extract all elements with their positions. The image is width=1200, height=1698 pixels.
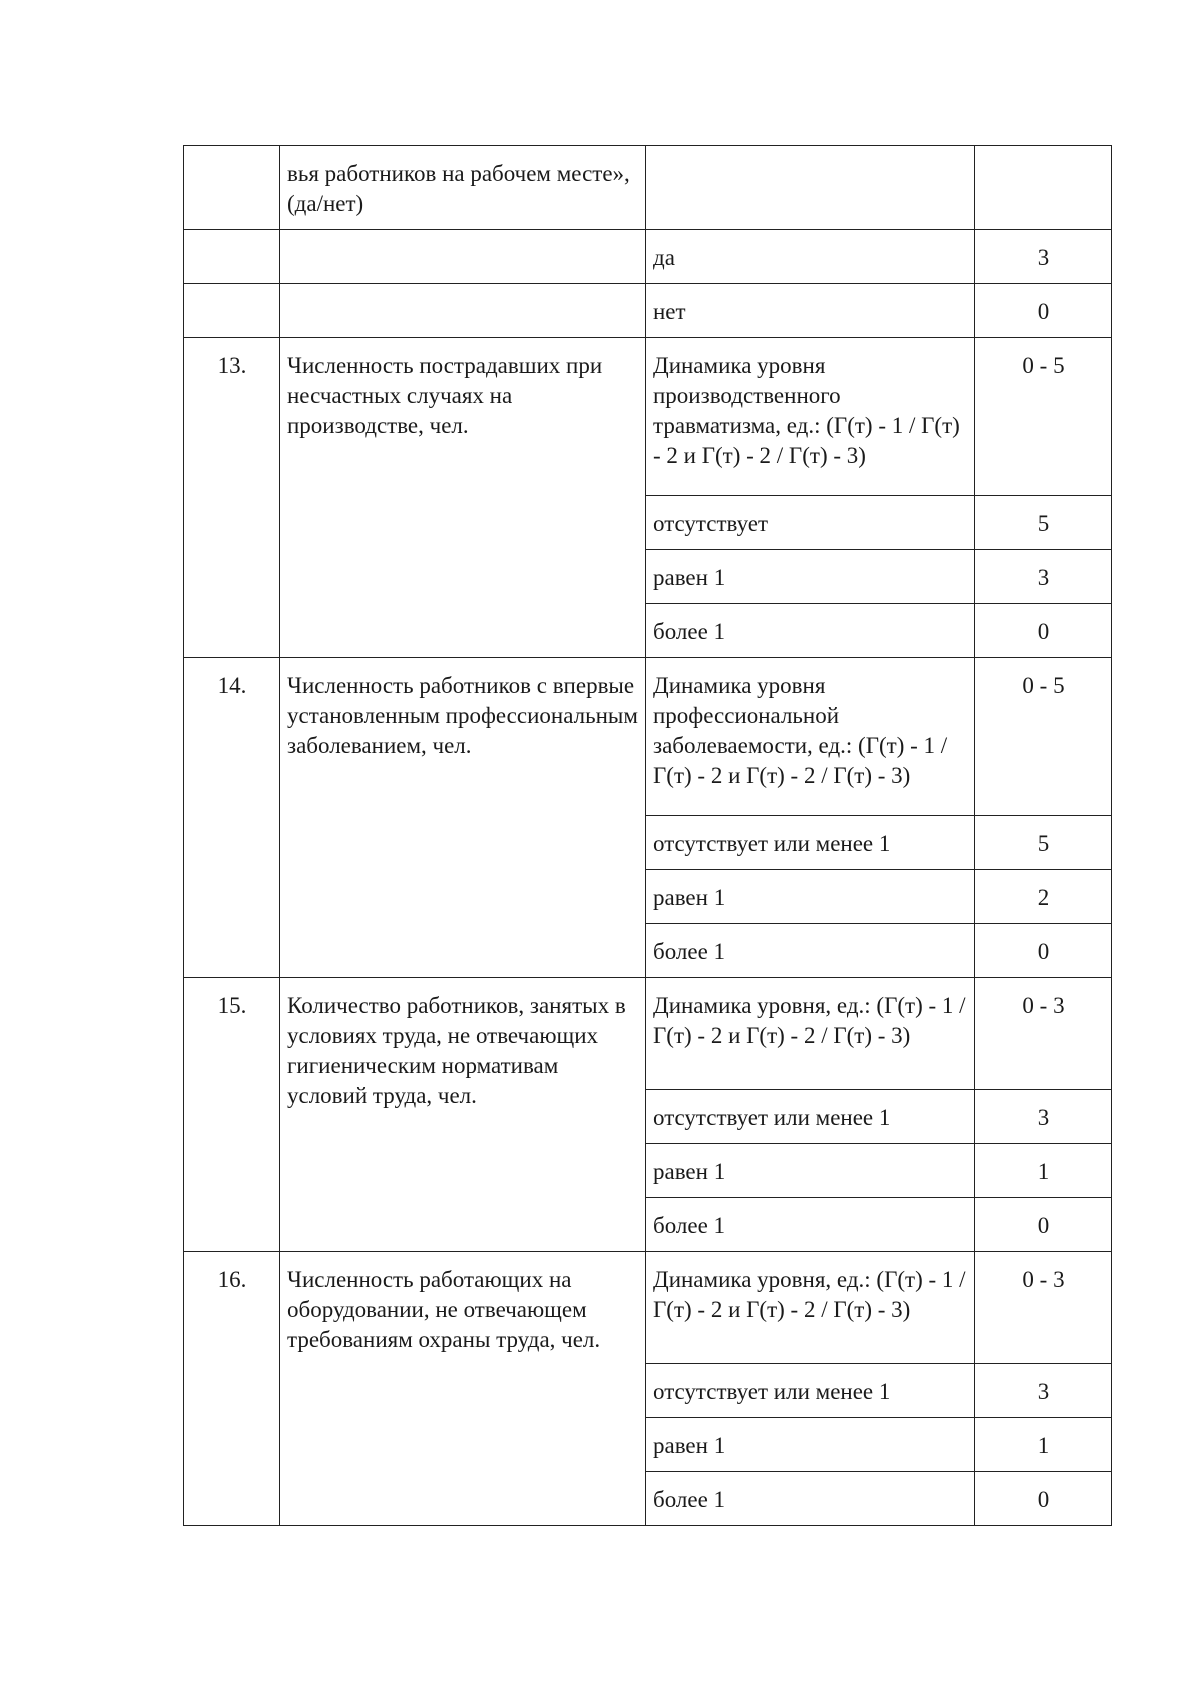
indicator-cell: вья работников на рабочем месте», (да/нет) <box>280 146 646 230</box>
option-label: отсутствует <box>646 496 975 550</box>
criteria-table <box>183 145 1112 1526</box>
option-score: 0 <box>975 1198 1112 1252</box>
indicator-text: Численность пострадавших при несчастных случаях на производстве, чел. <box>280 338 646 658</box>
option-label: отсутствует или менее 1 <box>646 816 975 870</box>
criterion-text: Динамика уровня производственного травматизма, ед.: (Г(т) - 1 / Г(т) - 2 и Г(т) - 2 / Г(т) - 3) <box>646 338 975 496</box>
option-score: 0 <box>975 604 1112 658</box>
item-number-cell <box>184 146 280 230</box>
option-label: отсутствует или менее 1 <box>646 1364 975 1418</box>
table-row <box>184 146 1112 230</box>
option-score: 2 <box>975 870 1112 924</box>
option-score: 0 <box>975 284 1112 338</box>
option-score: 3 <box>975 550 1112 604</box>
table-row <box>184 284 1112 338</box>
indicator-text: Численность работников с впервые установленным профессиональным заболеванием, чел. <box>280 658 646 978</box>
item-number: 15. <box>184 978 280 1252</box>
table-row <box>184 1252 1112 1364</box>
criterion-cell <box>646 146 975 230</box>
option-label: равен 1 <box>646 550 975 604</box>
item-number: 14. <box>184 658 280 978</box>
option-score: 3 <box>975 1364 1112 1418</box>
item-number: 16. <box>184 1252 280 1526</box>
option-score: 0 <box>975 924 1112 978</box>
option-score: 3 <box>975 1090 1112 1144</box>
score-cell <box>975 146 1112 230</box>
table-row <box>184 658 1112 816</box>
option-label: равен 1 <box>646 1144 975 1198</box>
indicator-cell <box>280 230 646 284</box>
criterion-text: Динамика уровня, ед.: (Г(т) - 1 / Г(т) - 2 и Г(т) - 2 / Г(т) - 3) <box>646 1252 975 1364</box>
item-number-cell <box>184 284 280 338</box>
item-number-cell <box>184 230 280 284</box>
option-score: 1 <box>975 1144 1112 1198</box>
option-label: да <box>646 230 975 284</box>
option-label: отсутствует или менее 1 <box>646 1090 975 1144</box>
indicator-text: Количество работников, занятых в условиях труда, не отвечающих гигиеническим нормативам условий труда, чел. <box>280 978 646 1252</box>
score-range: 0 - 5 <box>975 338 1112 496</box>
table-row <box>184 978 1112 1090</box>
option-label: более 1 <box>646 1472 975 1526</box>
option-label: более 1 <box>646 604 975 658</box>
option-label: более 1 <box>646 1198 975 1252</box>
table-row <box>184 230 1112 284</box>
option-score: 3 <box>975 230 1112 284</box>
score-range: 0 - 3 <box>975 1252 1112 1364</box>
option-score: 0 <box>975 1472 1112 1526</box>
option-score: 5 <box>975 816 1112 870</box>
option-label: равен 1 <box>646 1418 975 1472</box>
option-label: более 1 <box>646 924 975 978</box>
option-score: 1 <box>975 1418 1112 1472</box>
criterion-text: Динамика уровня профессиональной заболеваемости, ед.: (Г(т) - 1 / Г(т) - 2 и Г(т) - 2 / Г(т) - 3) <box>646 658 975 816</box>
item-number: 13. <box>184 338 280 658</box>
score-range: 0 - 5 <box>975 658 1112 816</box>
option-label: нет <box>646 284 975 338</box>
option-score: 5 <box>975 496 1112 550</box>
indicator-cell <box>280 284 646 338</box>
table-row <box>184 338 1112 496</box>
criterion-text: Динамика уровня, ед.: (Г(т) - 1 / Г(т) - 2 и Г(т) - 2 / Г(т) - 3) <box>646 978 975 1090</box>
indicator-text: Численность работающих на оборудовании, не отвечающем требованиям охраны труда, чел. <box>280 1252 646 1526</box>
option-label: равен 1 <box>646 870 975 924</box>
score-range: 0 - 3 <box>975 978 1112 1090</box>
